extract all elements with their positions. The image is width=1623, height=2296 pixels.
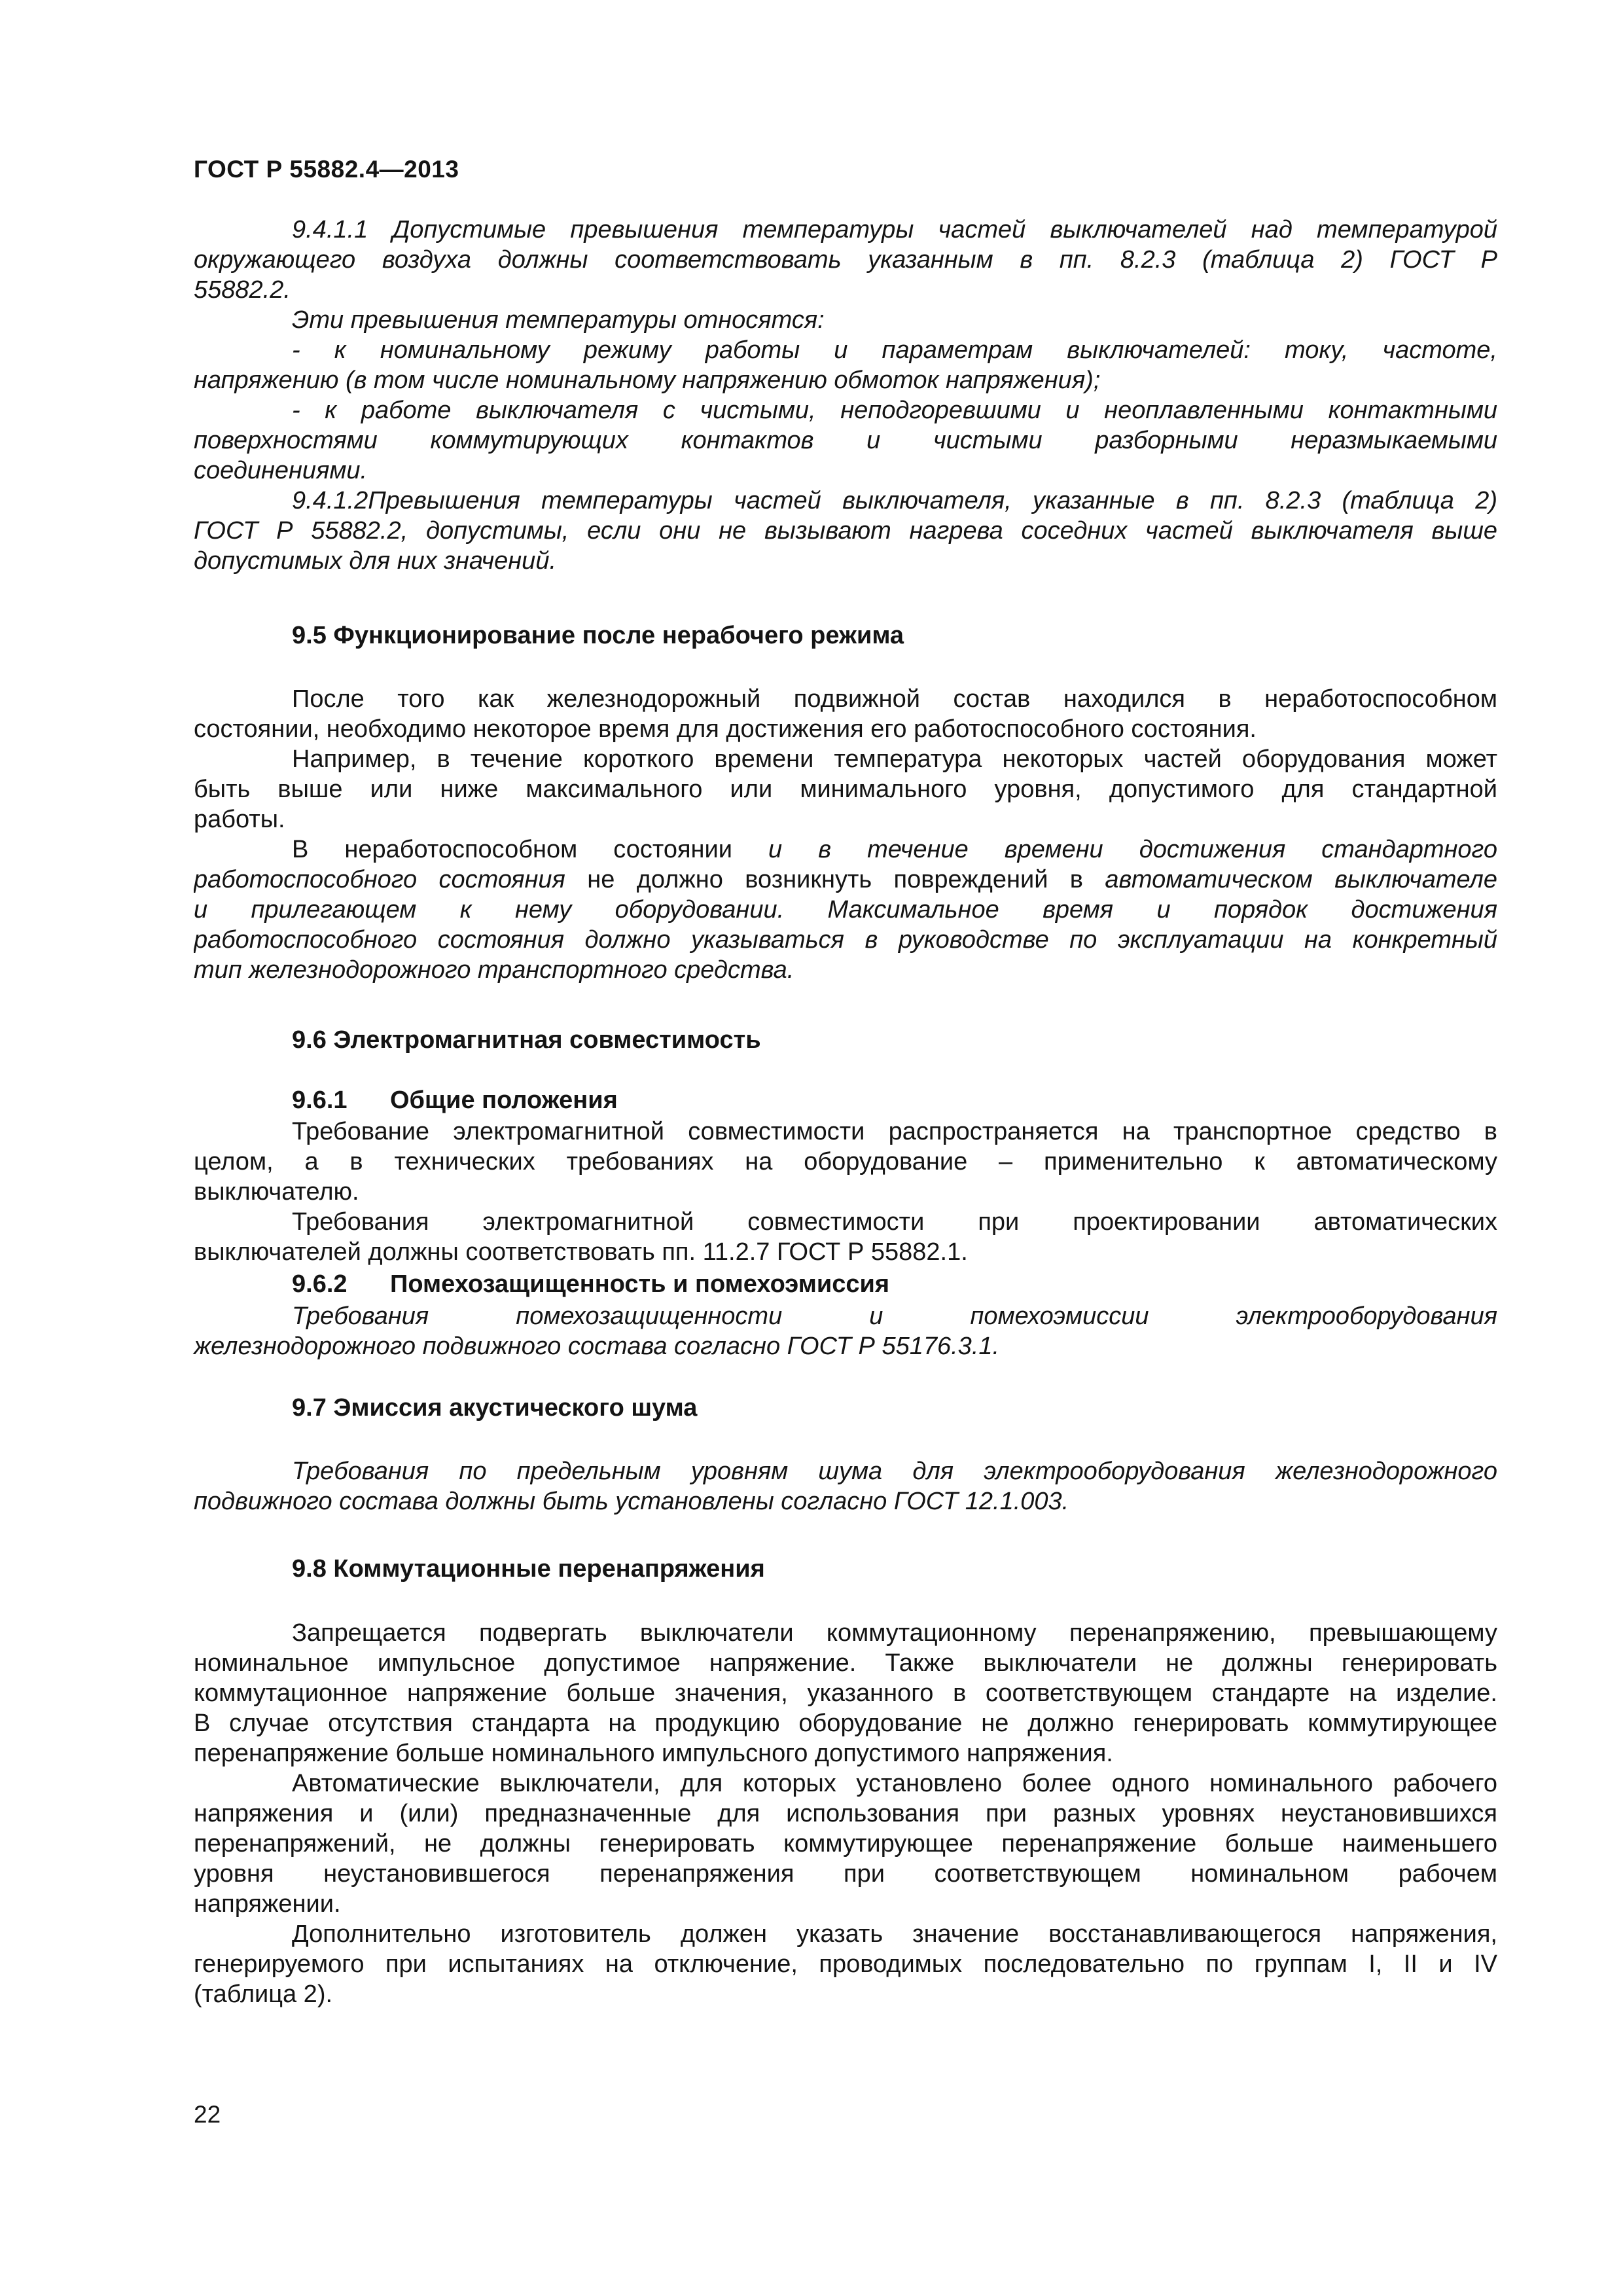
- section-heading-9-8: 9.8 Коммутационные перенапряжения: [292, 1555, 765, 1583]
- text-run: В неработоспособном состоянии: [292, 836, 732, 863]
- text-line: Требования по предельным уровням шума для электрооборудования железнодорожного: [292, 1458, 1497, 1485]
- text-line: напряжении.: [194, 1890, 341, 1918]
- page-number: 22: [194, 2101, 221, 2128]
- text-run: работоспособного состояния: [194, 866, 565, 893]
- text-line: Автоматические выключатели, для которых установлено более одного номинального рабочего: [292, 1770, 1497, 1797]
- subsection-number: 9.6.1: [292, 1086, 348, 1114]
- text-line: напряжения и (или) предназначенные для использования при разных уровнях неустановившихся: [194, 1800, 1497, 1827]
- text-line: состоянии, необходимо некоторое время для достижения его работоспособного состояния.: [194, 715, 1257, 743]
- section-9-5-body: [194, 684, 1497, 985]
- text-run: автоматическом выключателе: [1105, 866, 1497, 893]
- text-line: Дополнительно изготовитель должен указать значение восстанавливающегося напряжения,: [292, 1920, 1497, 1948]
- text-line: Запрещается подвергать выключатели коммутационному перенапряжению, превышающему: [292, 1619, 1497, 1647]
- text-line: целом, а в технических требованиях на оборудование – применительно к автоматическому: [194, 1148, 1497, 1175]
- section-9-8-body: [194, 1618, 1497, 2009]
- section-heading-9-6: 9.6 Электромагнитная совместимость: [292, 1026, 761, 1054]
- text-line: выключателю.: [194, 1178, 359, 1206]
- subsection-title: Помехозащищенность и помехоэмиссия: [390, 1270, 890, 1298]
- subsection-heading-9-6-2: [292, 1270, 889, 1299]
- text-run: не должно возникнуть повреждений в: [587, 866, 1083, 893]
- text-line: перенапряжений, не должны генерировать коммутирующее перенапряжение больше наименьшего: [194, 1830, 1497, 1857]
- text-line: Эти превышения температуры относятся:: [292, 306, 825, 334]
- text-line: коммутационное напряжение больше значения, указанного в соответствующем стандарте на изделие.: [194, 1679, 1497, 1707]
- text-line: поверхностями коммутирующих контактов и чистыми разборными неразмыкаемыми: [194, 427, 1497, 454]
- section-heading-9-7: 9.7 Эмиссия акустического шума: [292, 1394, 698, 1422]
- text-run: и в течение времени достижения стандартного: [768, 836, 1497, 863]
- section-9-6-1-body: [194, 1117, 1497, 1267]
- text-line: генерируемого при испытаниях на отключение, проводимых последовательно по группам I, II и IV: [194, 1950, 1497, 1978]
- section-9-6-2-body: [194, 1301, 1497, 1361]
- text-line: 55882.2.: [194, 276, 291, 304]
- text-line: Требования помехозащищенности и помехоэмиссии электрооборудования: [292, 1302, 1497, 1330]
- text-line: выключателей должны соответствовать пп. 11.2.7 ГОСТ Р 55882.1.: [194, 1238, 968, 1266]
- text-line: допустимых для них значений.: [194, 547, 557, 575]
- text-line: тип железнодорожного транспортного средства.: [194, 956, 794, 984]
- text-line: 9.4.1.2Превышения температуры частей выключателя, указанные в пп. 8.2.3 (таблица 2): [292, 487, 1497, 514]
- text-line: Требования электромагнитной совместимости при проектировании автоматических: [292, 1208, 1497, 1236]
- paragraph-9-4-1-2: [194, 486, 1497, 576]
- text-line: подвижного состава должны быть установлены согласно ГОСТ 12.1.003.: [194, 1488, 1069, 1515]
- text-line: и прилегающем к нему оборудовании. Максимальное время и порядок достижения: [194, 896, 1497, 924]
- text-line: Например, в течение короткого времени температура некоторых частей оборудования может: [292, 745, 1497, 773]
- text-line: ГОСТ Р 55882.2, допустимы, если они не вызывают нагрева соседних частей выключателя выше: [194, 517, 1497, 545]
- section-heading-9-5: 9.5 Функционирование после нерабочего режима: [292, 622, 904, 649]
- subsection-number: 9.6.2: [292, 1270, 348, 1298]
- text-line: окружающего воздуха должны соответствовать указанным в пп. 8.2.3 (таблица 2) ГОСТ Р: [194, 246, 1497, 274]
- section-9-7-body: [194, 1456, 1497, 1516]
- text-line: работы.: [194, 806, 285, 833]
- text-line: (таблица 2).: [194, 1981, 333, 2008]
- text-line: После того как железнодорожный подвижной состав находился в неработоспособном: [292, 685, 1497, 713]
- text-line: Требование электромагнитной совместимости распространяется на транспортное средство в: [292, 1118, 1497, 1145]
- text-line: напряжению (в том числе номинальному напряжению обмоток напряжения);: [194, 367, 1101, 394]
- text-line: соединениями.: [194, 457, 368, 484]
- paragraph-9-4-1-1: [194, 215, 1497, 486]
- text-line: железнодорожного подвижного состава согласно ГОСТ Р 55176.3.1.: [194, 1333, 1000, 1360]
- text-line: В случае отсутствия стандарта на продукцию оборудование не должно генерировать коммутирующее: [194, 1710, 1497, 1737]
- text-line: [194, 865, 1497, 895]
- text-line: - к работе выключателя с чистыми, неподгоревшими и неоплавленными контактными: [292, 397, 1497, 424]
- text-line: перенапряжение больше номинального импульсного допустимого напряжения.: [194, 1740, 1113, 1767]
- subsection-heading-9-6-1: [292, 1086, 618, 1115]
- text-line: уровня неустановившегося перенапряжения при соответствующем номинальном рабочем: [194, 1860, 1497, 1888]
- subsection-title: Общие положения: [390, 1086, 618, 1114]
- text-line: 9.4.1.1 Допустимые превышения температуры частей выключателей над температурой: [292, 216, 1497, 243]
- document-header: ГОСТ Р 55882.4—2013: [194, 156, 459, 183]
- text-line: номинальное импульсное допустимое напряжение. Также выключатели не должны генерировать: [194, 1649, 1497, 1677]
- text-line: - к номинальному режиму работы и параметрам выключателей: току, частоте,: [292, 336, 1497, 364]
- text-line: [194, 834, 1497, 865]
- text-line: быть выше или ниже максимального или минимального уровня, допустимого для стандартной: [194, 776, 1497, 803]
- text-line: работоспособного состояния должно указываться в руководстве по эксплуатации на конкретный: [194, 926, 1497, 954]
